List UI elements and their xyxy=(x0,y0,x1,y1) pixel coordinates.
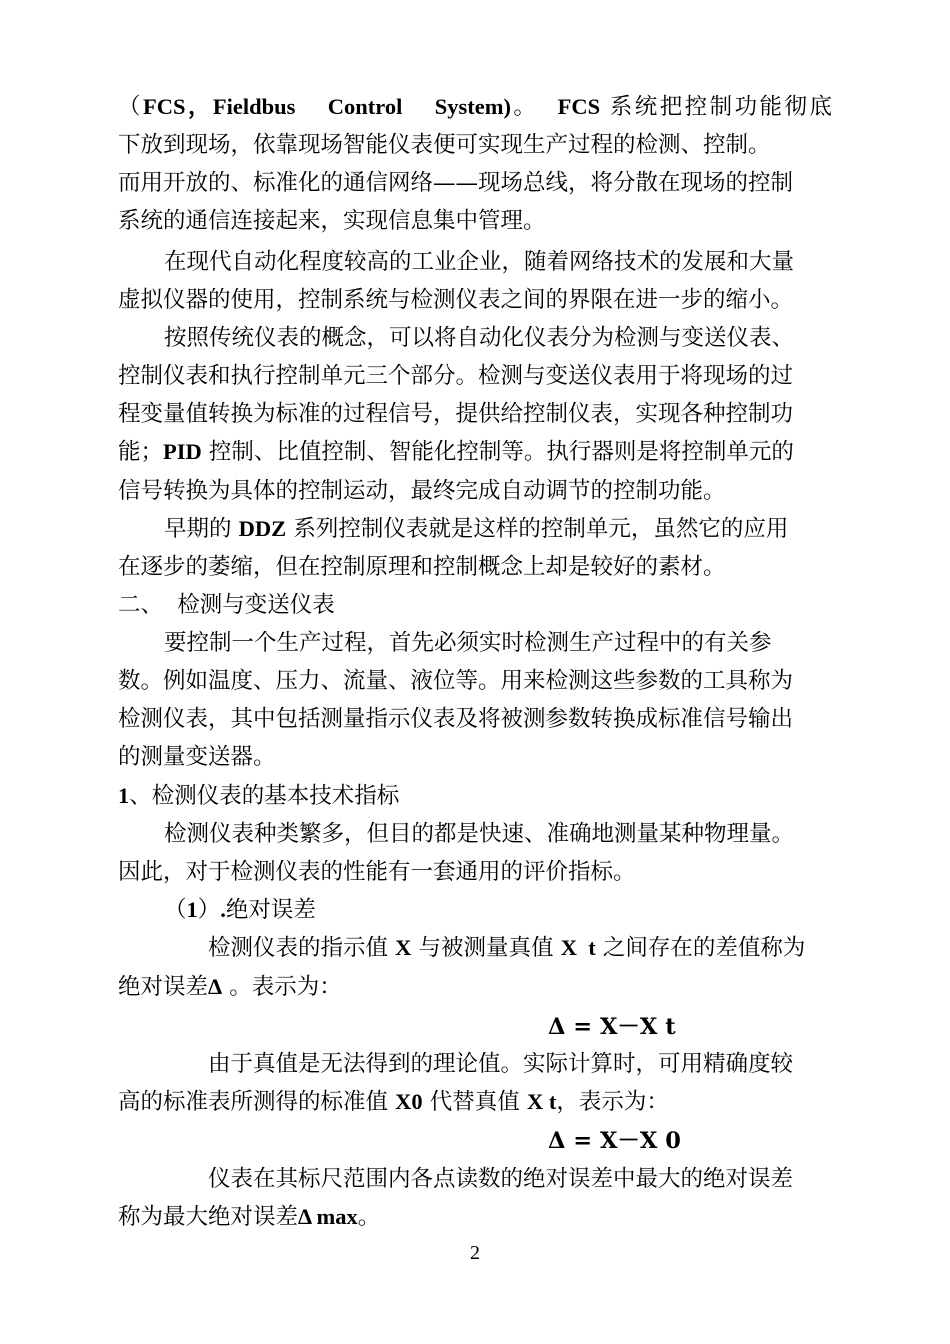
p7-line-2-seg-0: 绝对误差 xyxy=(118,974,209,1000)
p5-line-2 xyxy=(118,667,832,695)
p3-line-5-seg-0: 信号转换为具体的控制运动，最终完成自动调节的控制功能。 xyxy=(118,478,726,504)
p2-line-2-seg-0: 虚拟仪器的使用，控制系统与检测仪表之间的界限在进一步的缩小。 xyxy=(118,287,794,313)
p9-line-2-seg-2: 。 xyxy=(357,1204,381,1230)
p6-line-1 xyxy=(164,820,832,848)
p4-line-1-seg-1: DDZ xyxy=(238,516,287,541)
formula-absolute-error: Δ = X－X t xyxy=(548,1014,676,1040)
subsection-heading-seg-1: 、检测仪表的基本技术指标 xyxy=(129,783,400,809)
p4-line-1-seg-0: 早期的 xyxy=(164,516,239,542)
p3-line-1 xyxy=(164,324,832,352)
p8-line-2 xyxy=(118,1088,832,1116)
p3-line-2-seg-0: 控制仪表和执行控制单元三个部分。检测与变送仪表用于将现场的过 xyxy=(118,363,794,389)
p4-line-2 xyxy=(118,553,832,581)
p9-line-2-seg-0: 称为最大绝对误差 xyxy=(118,1204,299,1230)
p7-line-2-seg-1: Δ xyxy=(208,974,223,999)
p8-line-1-seg-0: 由于真值是无法得到的理论值。实际计算时，可用精确度较 xyxy=(208,1051,794,1077)
p3-line-1-seg-0: 按照传统仪表的概念，可以将自动化仪表分为检测与变送仪表、 xyxy=(164,325,795,351)
p1-line-3-seg-0: 而用开放的、标准化的通信网络——现场总线，将分散在现场的控制 xyxy=(118,170,794,196)
p1-line-4-seg-0: 系统的通信连接起来，实现信息集中管理。 xyxy=(118,208,546,234)
p3-line-4-seg-1: PID xyxy=(163,439,202,464)
p5-line-4-seg-0: 的测量变送器。 xyxy=(118,744,276,770)
p1-line-4 xyxy=(118,207,832,235)
item-heading xyxy=(164,896,564,924)
p7-line-1-seg-4: 之间存在的差值称为 xyxy=(595,935,806,961)
p3-line-3-seg-0: 程变量值转换为标准的过程信号，提供给控制仪表，实现各种控制功 xyxy=(118,401,794,427)
p6-line-2 xyxy=(118,858,832,886)
p3-line-5 xyxy=(118,477,832,505)
p5-line-3-seg-0: 检测仪表，其中包括测量指示仪表及将被测参数转换成标准信号输出 xyxy=(118,706,794,732)
p6-line-1-seg-0: 检测仪表种类繁多，但目的都是快速、准确地测量某种物理量。 xyxy=(164,821,795,847)
p5-line-4 xyxy=(118,743,832,771)
section-heading xyxy=(118,591,832,619)
p5-line-3 xyxy=(118,705,832,733)
p8-line-2-seg-3: X t xyxy=(526,1089,557,1114)
p1-line-1 xyxy=(118,93,832,121)
item-heading-seg-2: ） xyxy=(197,897,221,923)
p7-line-2-seg-2: 。表示为： xyxy=(222,974,342,1000)
p2-line-1-seg-0: 在现代自动化程度较高的工业企业，随着网络技术的发展和大量 xyxy=(164,249,795,275)
p8-line-1 xyxy=(208,1050,832,1078)
p9-line-1-seg-0: 仪表在其标尺范围内各点读数的绝对误差中最大的绝对误差 xyxy=(208,1166,794,1192)
p1-line-1-seg-3: FCS xyxy=(557,94,601,119)
item-heading-seg-3: . xyxy=(220,897,226,922)
p3-line-2 xyxy=(118,362,832,390)
p7-line-1-seg-1: X xyxy=(395,935,412,960)
p8-line-2-seg-0: 高的标准表所测得的标准值 xyxy=(118,1089,396,1115)
p1-line-2-seg-0: 下放到现场，依靠现场智能仪表便可实现生产过程的检测、控制。 xyxy=(118,132,771,158)
p5-line-1 xyxy=(164,629,832,657)
p1-line-1-seg-1: FCS，Fieldbus Control System) xyxy=(142,94,511,119)
p1-line-1-seg-2: 。 xyxy=(510,94,558,120)
p5-line-1-seg-0: 要控制一个生产过程，首先必须实时检测生产过程中的有关参 xyxy=(164,630,772,656)
p7-line-1-seg-0: 检测仪表的指示值 xyxy=(208,935,396,961)
p7-line-1-seg-2: 与被测量真值 xyxy=(411,935,561,961)
p1-line-1-seg-0: （ xyxy=(118,94,143,120)
p9-line-1 xyxy=(208,1165,832,1193)
p1-line-2 xyxy=(118,131,832,159)
item-heading-seg-0: （ xyxy=(164,897,187,923)
p3-line-4-seg-0: 能； xyxy=(118,439,164,465)
subsection-heading-seg-0: 1 xyxy=(118,783,130,808)
p7-line-1-seg-3: X t xyxy=(560,935,596,960)
p8-line-2-seg-1: X0 xyxy=(395,1089,423,1114)
p8-line-2-seg-4: ，表示为： xyxy=(556,1089,669,1115)
p4-line-1 xyxy=(164,515,832,543)
p3-line-4 xyxy=(118,438,832,466)
p4-line-2-seg-0: 在逐步的萎缩，但在控制原理和控制概念上却是较好的素材。 xyxy=(118,554,726,580)
p9-line-2 xyxy=(118,1203,832,1231)
p3-line-4-seg-2: 控制、比值控制、智能化控制等。执行器则是将控制单元的 xyxy=(201,439,794,465)
p1-line-3 xyxy=(118,169,832,197)
item-heading-seg-4: 绝对误差 xyxy=(225,897,316,923)
p2-line-1 xyxy=(164,248,832,276)
p1-line-1-seg-4: 系统把控制功能彻底 xyxy=(600,94,832,120)
subsection-heading xyxy=(118,782,832,810)
p7-line-1 xyxy=(208,934,832,962)
p6-line-2-seg-0: 因此，对于检测仪表的性能有一套通用的评价指标。 xyxy=(118,859,636,885)
p5-line-2-seg-0: 数。例如温度、压力、流量、液位等。用来检测这些参数的工具称为 xyxy=(118,668,794,694)
formula-standard-value: Δ = X－X 0 xyxy=(548,1128,681,1154)
p4-line-1-seg-2: 系列控制仪表就是这样的控制单元，虽然它的应用 xyxy=(286,516,789,542)
p3-line-3 xyxy=(118,400,832,428)
p9-line-2-seg-1: Δ max xyxy=(298,1204,358,1229)
page-number: 2 xyxy=(470,1242,480,1264)
item-heading-seg-1: 1 xyxy=(186,897,198,922)
p7-line-2 xyxy=(118,973,832,1001)
p2-line-2 xyxy=(118,286,832,314)
p8-line-2-seg-2: 代替真值 xyxy=(422,1089,527,1115)
section-heading-seg-0: 二、 检测与变送仪表 xyxy=(118,592,335,618)
